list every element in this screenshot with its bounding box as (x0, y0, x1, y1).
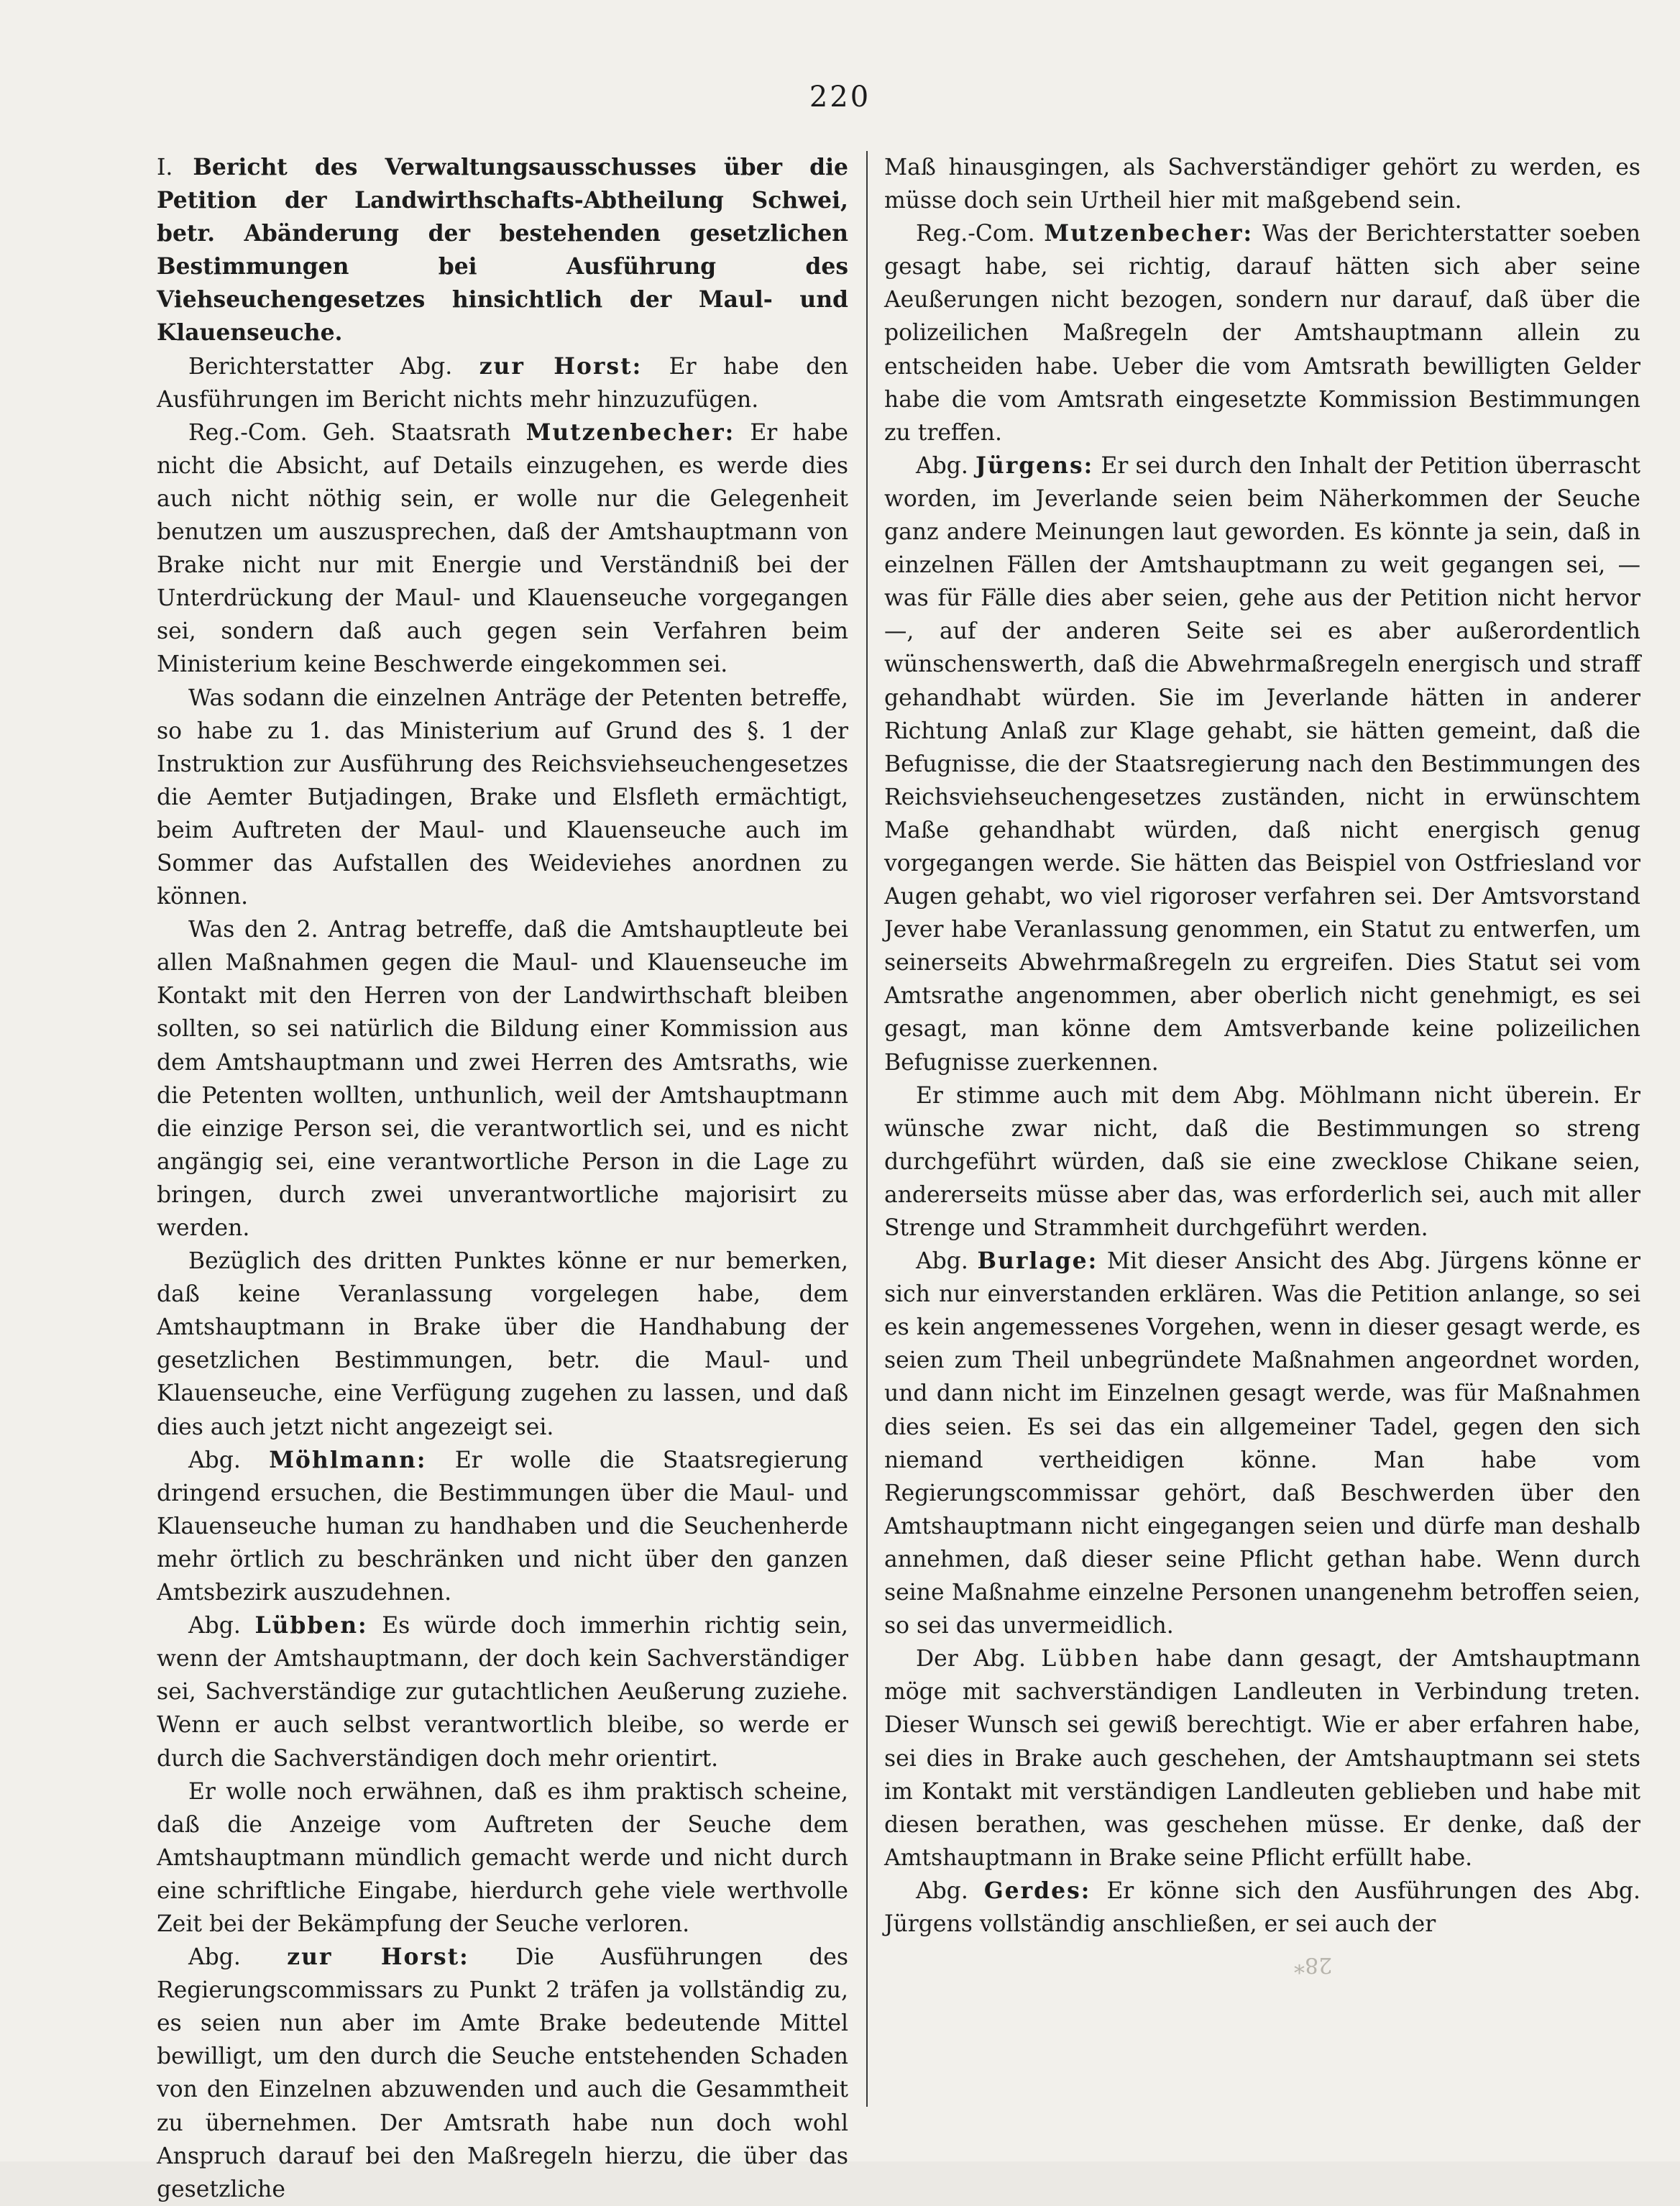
paragraph (157, 682, 848, 914)
speaker-name: zur Horst: (479, 353, 643, 380)
paragraph-text: habe dann gesagt, der Amtshauptmann möge mit sachverständigen Landleuten in Verbindung treten. Dieser Wunsch sei gewiß berechtigt. Wie er aber erfahren habe, sei dies in Brake auch geschehen, der Amtshauptmann sei stets im Kontakt mit verständigen Landleuten geblieben und habe mit diesen berathen, was geschehen müsse. Er denke, daß der Amtshauptmann in Brake seine Pflicht erfüllt habe. (884, 1646, 1641, 1871)
paragraph (157, 416, 848, 682)
paragraph (884, 1245, 1640, 1642)
left-paragraphs (157, 350, 848, 2206)
paragraph-text: Er wolle noch erwähnen, daß es ihm praktisch scheine, daß die Anzeige vom Auftreten der Seuche dem Amtshauptmann mündlich gemacht werde und nicht durch eine schriftliche Eingabe, hierdurch gehe viele werthvolle Zeit bei der Bekämpfung der Seuche verloren. (157, 1778, 848, 1937)
spaced-name: Lübben (1041, 1646, 1141, 1672)
speaker-name: Gerdes: (983, 1877, 1091, 1904)
bleed-through-mark: 28* (1294, 1952, 1333, 1977)
left-column (157, 151, 848, 2202)
paragraph-text: Er wolle die Staatsregierung dringend ersuchen, die Bestimmungen über die Maul- und Klauenseuche human zu handhaben und die Seuchenherde mehr örtlich zu beschränken und nicht über den ganzen Amtsbezirk auszudehnen. (157, 1447, 848, 1606)
column-divider (866, 151, 868, 2107)
paragraph (884, 1642, 1640, 1875)
speaker-prefix: Reg.-Com. (916, 221, 1045, 247)
speaker-name: Möhlmann: (269, 1447, 427, 1473)
paragraph (884, 1079, 1640, 1245)
speaker-prefix: Reg.-Com. Geh. Staatsrath (188, 419, 526, 446)
paragraph (884, 449, 1640, 1079)
speaker-name: zur Horst: (287, 1944, 469, 1971)
paragraph-text: Er sei durch den Inhalt der Petition überrascht worden, im Jeverlande seien beim Näherkommen der Seuche ganz andere Meinungen laut geworden. Es könnte ja sein, daß in einzelnen Fällen der Amtshauptmann zu weit gegangen sei, — was für Fälle dies aber seien, gehe aus der Petition nicht hervor —, auf der anderen Seite sei es aber außerordentlich wünschenswerth, daß die Abwehrmaßregeln energisch und straff gehandhabt würden. Sie im Jeverlande hätten in anderer Richtung Anlaß zur Klage gehabt, sie hätten gemeint, daß die Befugnisse, die der Staatsregierung nach den Bestimmungen des Reichsviehseuchengesetzes zuständen, nicht in erwünschtem Maße gehandhabt würden, daß nicht energisch genug vorgegangen werde. Sie hätten das Beispiel von Ostfriesland vor Augen gehabt, wo viel rigoroser verfahren sei. Der Amtsvorstand Jever habe Veranlassung genommen, ein Statut zu entwerfen, um seinerseits Abwehrmaßregeln zu ergreifen. Dies Statut sei vom Amtsrathe angenommen, aber oberlich nicht genehmigt, es sei gesagt, man könne dem Amtsverbande keine polizeilichen Befugnisse zuerkennen. (884, 452, 1640, 1076)
speaker-prefix: Abg. (916, 1248, 978, 1275)
speaker-name: Mutzenbecher: (525, 419, 735, 446)
paragraph-text: Er stimme auch mit dem Abg. Möhlmann nicht überein. Er wünsche zwar nicht, daß die Bestimmungen so streng durchgeführt würden, daß sie eine zwecklose Chikane seien, andererseits müsse aber das, was erforderlich sei, auch mit aller Strenge und Strammheit durchgeführt werden. (884, 1082, 1640, 1241)
paragraph (157, 1245, 848, 1444)
speaker-name: Burlage: (977, 1248, 1098, 1275)
page-number: 220 (809, 81, 871, 114)
speaker-name: Mutzenbecher: (1044, 221, 1254, 247)
section-heading (157, 151, 848, 350)
speaker-prefix: Abg. (188, 1944, 288, 1971)
paragraph-text: Die Ausführungen des Regierungscommissars zu Punkt 2 träfen ja vollständig zu, es seien nun aber im Amte Brake bedeutende Mittel bewilligt, um den durch die Seuche entstehenden Schaden von den Einzelnen abzuwenden und auch die Gesammtheit zu übernehmen. Der Amtsrath habe nun doch wohl Anspruch darauf bei den Maßregeln hierzu, die über das gesetzliche (157, 1944, 848, 2202)
paragraph-text: Er habe nicht die Absicht, auf Details einzugehen, es werde dies auch nicht nöthig sein, er wolle nur die Gelegenheit benutzen um auszusprechen, daß der Amtshauptmann von Brake nicht nur mit Energie und Verständniß bei der Unterdrückung der Maul- und Klauenseuche vorgegangen sei, sondern daß auch gegen sein Verfahren beim Ministerium keine Beschwerde eingekommen sei. (157, 419, 848, 678)
speaker-prefix: Abg. (188, 1613, 255, 1639)
paragraph (884, 1875, 1640, 1941)
paragraph-text: Bezüglich des dritten Punktes könne er nur bemerken, daß keine Veranlassung vorgelegen habe, dem Amtshauptmann in Brake über die Handhabung der gesetzlichen Bestimmungen, betr. die Maul- und Klauenseuche, eine Verfügung zugehen zu lassen, und daß dies auch jetzt nicht angezeigt sei. (157, 1248, 848, 1440)
paragraph (157, 350, 848, 416)
section-number: I. (157, 155, 173, 180)
speaker-name: Lübben: (254, 1613, 368, 1639)
speaker-prefix: Berichterstatter Abg. (188, 353, 479, 380)
right-paragraphs (884, 151, 1640, 1941)
paragraph-text: Er könne sich den Ausführungen des Abg. Jürgens vollständig anschließen, er sei auch der (884, 1877, 1640, 1937)
paragraph-text: Maß hinausgingen, als Sachverständiger gehört zu werden, es müsse doch sein Urtheil hier mit maßgebend sein. (884, 155, 1640, 214)
paragraph (157, 1941, 848, 2206)
speaker-prefix: Abg. (916, 1877, 984, 1904)
paragraph-text: Was der Berichterstatter soeben gesagt habe, sei richtig, darauf hätten sich aber seine Aeußerungen nicht bezogen, sondern nur darauf, daß über die polizeilichen Maßregeln der Amtshauptmann allein zu entscheiden habe. Ueber die vom Amtsrath bewilligten Gelder habe die vom Amtsrath eingesetzte Kommission Bestimmungen zu treffen. (884, 221, 1640, 446)
paragraph (157, 1609, 848, 1775)
right-column (884, 151, 1640, 2107)
paragraph-text: Mit dieser Ansicht des Abg. Jürgens könne er sich nur einverstanden erklären. Was die Petition anlange, so sei es kein angemessenes Vorgehen, wenn in dieser gesagt werde, es seien zum Theil unbegründete Maßnahmen angeordnet worden, und dann nicht im Einzelnen gesagt werde, was für Maßnahmen dies seien. Es sei das ein allgemeiner Tadel, gegen den sich niemand vertheidigen könne. Man habe vom Regierungscommissar gehört, daß Beschwerden über den Amtshauptmann nicht eingegangen seien und dürfe man deshalb annehmen, daß dieser seine Pflicht gethan habe. Wenn durch seine Maßnahme einzelne Personen unangenehm betroffen seien, so sei das unvermeidlich. (884, 1248, 1640, 1639)
section-heading-text: Bericht des Verwaltungsausschusses über die Petition der Landwirthschafts-Abtheilung Schwei, betr. Abänderung der bestehenden gesetzlichen Bestimmungen bei Ausführung des Viehseuchengesetzes hinsichtlich der Maul- und Klauenseuche. (157, 155, 848, 347)
speaker-name: Jürgens: (976, 452, 1094, 479)
speaker-prefix: Abg. (916, 452, 976, 479)
paragraph-text: Er habe den Ausführungen im Bericht nichts mehr hinzuzufügen. (157, 353, 848, 413)
paragraph-text: Es würde doch immerhin richtig sein, wenn der Amtshauptmann, der doch kein Sachverständiger sei, Sachverständige zur gutachtlichen Aeußerung zuziehe. Wenn er auch selbst verantwortlich bleibe, so werde er durch die Sachverständigen doch mehr orientirt. (157, 1613, 848, 1772)
speaker-prefix: Der Abg. (916, 1646, 1042, 1672)
paragraph (884, 217, 1640, 449)
paragraph-text: Was sodann die einzelnen Anträge der Petenten betreffe, so habe zu 1. das Ministerium auf Grund des §. 1 der Instruktion zur Ausführung des Reichsviehseuchengesetzes die Aemter Butjadingen, Brake und Elsfleth ermächtigt, beim Auftreten der Maul- und Klauenseuche auch im Sommer das Aufstallen des Weideviehes anordnen zu können. (157, 685, 848, 910)
paragraph (157, 1775, 848, 1941)
paragraph (157, 1444, 848, 1609)
speaker-prefix: Abg. (188, 1447, 270, 1473)
paragraph-text: Was den 2. Antrag betreffe, daß die Amtshauptleute bei allen Maßnahmen gegen die Maul- und Klauenseuche im Kontakt mit den Herren von der Landwirthschaft bleiben sollten, so sei natürlich die Bildung einer Kommission aus dem Amtshauptmann und zwei Herren des Amtsraths, wie die Petenten wollten, unthunlich, weil der Amtshauptmann die einzige Person sei, die verantwortlich sei, und es nicht angängig sei, eine verantwortliche Person in die Lage zu bringen, durch zwei unverantwortliche majorisirt zu werden. (157, 917, 848, 1241)
paragraph (884, 151, 1640, 217)
paragraph (157, 913, 848, 1245)
